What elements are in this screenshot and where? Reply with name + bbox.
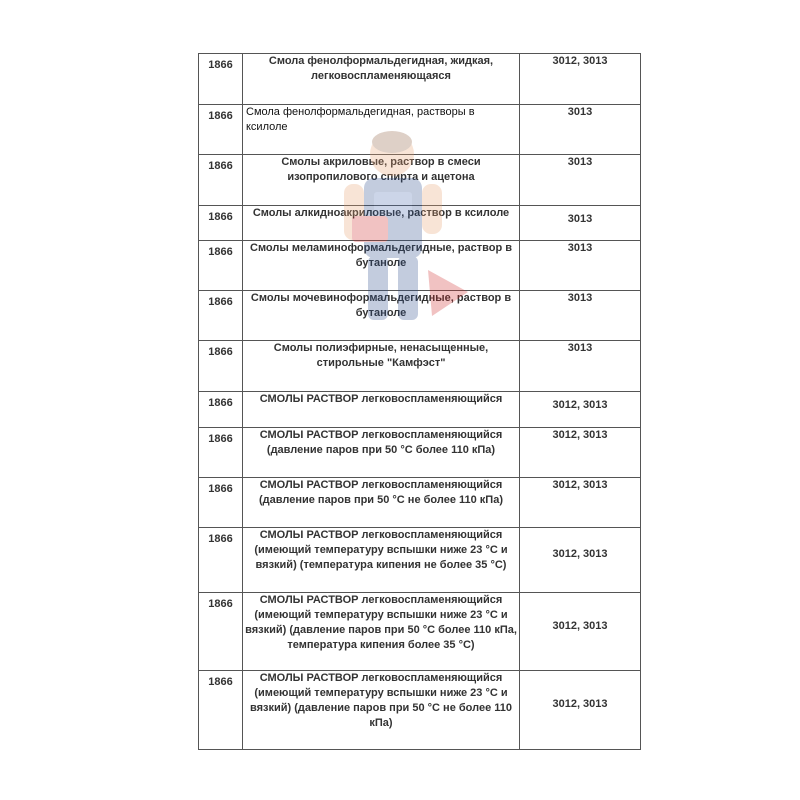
code-cell: 3013 — [520, 341, 641, 392]
table-row — [199, 341, 641, 392]
substance-name-cell: СМОЛЫ РАСТВОР легковоспламеняющийся (имеющий температуру вспышки ниже 23 °С и вязкий) (давление паров при 50 °С более 110 кПа, температура кипения более 35 °С) — [243, 593, 520, 671]
un-number-cell: 1866 — [199, 54, 243, 105]
table-row — [199, 428, 641, 478]
substance-name-cell: СМОЛЫ РАСТВОР легковоспламеняющийся (имеющий температуру вспышки ниже 23 °С и вязкий) (давление паров при 50 °С не более 110 кПа) — [243, 671, 520, 750]
code-cell: 3013 — [520, 291, 641, 341]
substance-name-cell: СМОЛЫ РАСТВОР легковоспламеняющийся (давление паров при 50 °С более 110 кПа) — [243, 428, 520, 478]
substance-name-cell: Смолы акриловые, раствор в смеси изопропилового спирта и ацетона — [243, 155, 520, 206]
table-row — [199, 478, 641, 528]
un-number-cell: 1866 — [199, 291, 243, 341]
un-number-cell: 1866 — [199, 241, 243, 291]
un-number-cell: 1866 — [199, 105, 243, 155]
substance-name-cell: Смолы меламиноформальдегидные, раствор в бутаноле — [243, 241, 520, 291]
substance-name-cell: СМОЛЫ РАСТВОР легковоспламеняющийся (имеющий температуру вспышки ниже 23 °С и вязкий) (температура кипения не более 35 °С) — [243, 528, 520, 593]
code-cell: 3012, 3013 — [520, 671, 641, 750]
table-row — [199, 155, 641, 206]
hazard-table — [198, 53, 641, 750]
table-row — [199, 593, 641, 671]
substance-name-cell: Смолы полиэфирные, ненасыщенные, стирольные "Камфэст" — [243, 341, 520, 392]
table-row — [199, 241, 641, 291]
code-cell: 3013 — [520, 241, 641, 291]
code-cell: 3013 — [520, 105, 641, 155]
un-number-cell: 1866 — [199, 341, 243, 392]
code-cell: 3012, 3013 — [520, 593, 641, 671]
substance-name-cell: Смола фенолформальдегидная, жидкая, легковоспламеняющаяся — [243, 54, 520, 105]
un-number-cell: 1866 — [199, 528, 243, 593]
hazard-table-container — [198, 53, 641, 750]
table-row — [199, 105, 641, 155]
code-cell: 3013 — [520, 155, 641, 206]
code-cell: 3012, 3013 — [520, 528, 641, 593]
code-cell: 3012, 3013 — [520, 54, 641, 105]
substance-name-cell: Смолы алкидноакриловые, раствор в ксилоле — [243, 206, 520, 241]
table-row — [199, 206, 641, 241]
substance-name-cell: СМОЛЫ РАСТВОР легковоспламеняющийся (давление паров при 50 °С не более 110 кПа) — [243, 478, 520, 528]
un-number-cell: 1866 — [199, 392, 243, 428]
code-cell: 3012, 3013 — [520, 392, 641, 428]
un-number-cell: 1866 — [199, 155, 243, 206]
code-cell: 3012, 3013 — [520, 428, 641, 478]
table-row — [199, 671, 641, 750]
table-row — [199, 392, 641, 428]
table-row — [199, 54, 641, 105]
table-row — [199, 291, 641, 341]
substance-name-cell: СМОЛЫ РАСТВОР легковоспламеняющийся — [243, 392, 520, 428]
un-number-cell: 1866 — [199, 478, 243, 528]
un-number-cell: 1866 — [199, 206, 243, 241]
substance-name-cell: Смолы мочевиноформальдегидные, раствор в бутаноле — [243, 291, 520, 341]
un-number-cell: 1866 — [199, 428, 243, 478]
un-number-cell: 1866 — [199, 671, 243, 750]
table-row — [199, 528, 641, 593]
code-cell: 3013 — [520, 206, 641, 241]
code-cell: 3012, 3013 — [520, 478, 641, 528]
substance-name-cell: Смола фенолформальдегидная, растворы в ксилоле — [243, 105, 520, 155]
un-number-cell: 1866 — [199, 593, 243, 671]
